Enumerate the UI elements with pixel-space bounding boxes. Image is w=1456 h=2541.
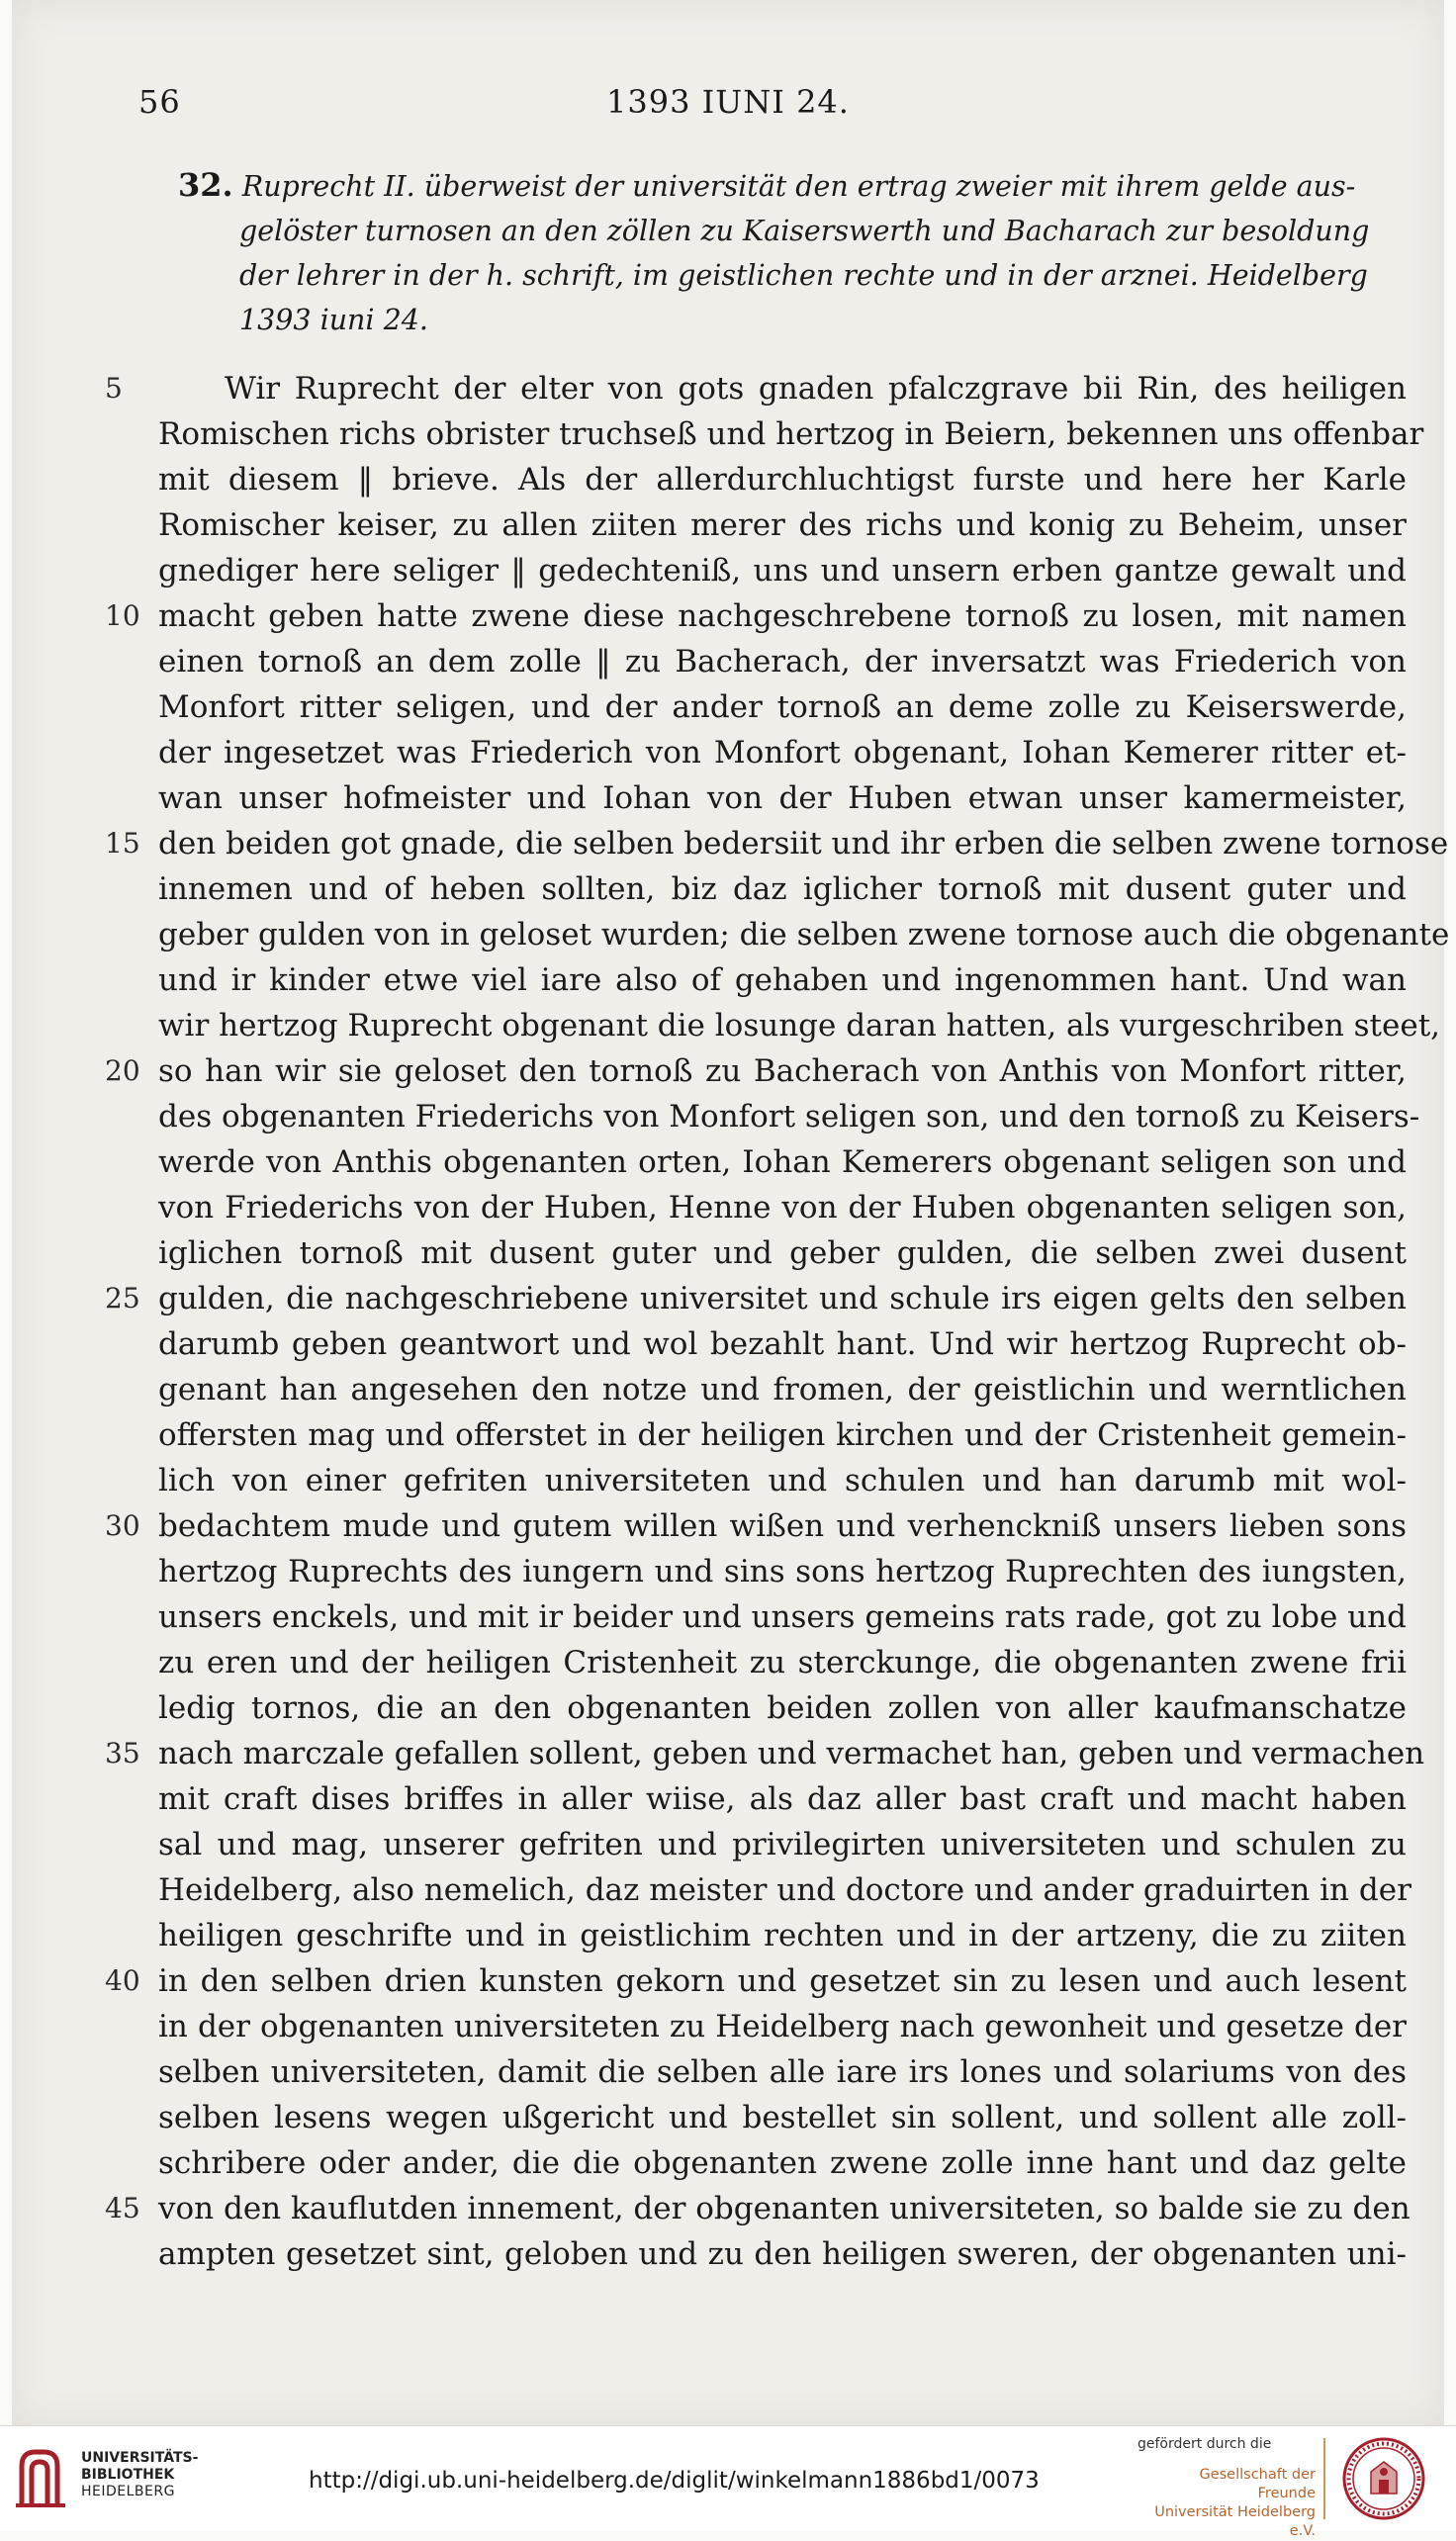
text-line: iglichen tornoß mit dusent guter und geber gulden, die selben zwei dusent	[158, 1235, 1407, 1271]
running-head-title: 1393 IUNI 24.	[606, 83, 850, 121]
line-number: 15	[105, 827, 140, 860]
sponsor-name-line: Universität Heidelberg e.V.	[1154, 2504, 1316, 2539]
text-line: innemen und of heben sollten, biz daz iglicher tornoß mit dusent guter und	[158, 871, 1407, 907]
text-line: geber gulden von in geloset wurden; die selben zwene tornose auch die obgenante	[158, 917, 1450, 953]
sponsor-note: gefördert durch die	[1138, 2436, 1272, 2452]
text-line: Romischer keiser, zu allen ziiten merer des richs und konig zu Beheim, unser	[158, 507, 1407, 543]
text-line: von Friederichs von der Huben, Henne von der Huben obgenanten seligen son,	[158, 1190, 1407, 1225]
library-logo-icon	[14, 2444, 73, 2513]
text-line: gnediger here seliger ‖ gedechteniß, uns und unsern erben gantze gewalt und	[158, 553, 1407, 589]
text-line: nach marczale gefallen sollent, geben und vermachet han, geben und vermachen	[158, 1736, 1425, 1771]
text-line: einen tornoß an dem zolle ‖ zu Bacherach, der inversatzt was Friederich von	[158, 644, 1407, 680]
text-line: lich von einer gefriten universiteten und schulen und han darumb mit wol-	[158, 1463, 1407, 1498]
text-line: sal und mag, unserer gefriten und privilegirten universiteten und schulen zu	[158, 1827, 1407, 1862]
text-line: des obgenanten Friederichs von Monfort seligen son, und den tornoß zu Keisers-	[158, 1099, 1420, 1134]
library-name-line: UNIVERSITÄTS-	[81, 2450, 199, 2466]
permalink-url[interactable]: http://digi.ub.uni-heidelberg.de/diglit/winkelmann1886bd1/0073	[309, 2468, 1040, 2494]
document-heading	[178, 163, 1405, 342]
text-line: gulden, die nachgeschriebene universitet und schule irs eigen gelts den selben	[158, 1281, 1407, 1316]
text-line: mit craft dises briffes in aller wiise, als daz aller bast craft und macht haben	[158, 1781, 1407, 1817]
text-line: unsers enckels, und mit ir beider und unsers gemeins rats rade, got zu lobe und	[158, 1599, 1407, 1635]
text-line: den beiden got gnade, die selben bedersiit und ihr erben die selben zwene tornose	[158, 826, 1449, 862]
scanned-page	[12, 0, 1450, 2425]
text-line: in der obgenanten universiteten zu Heidelberg nach gewonheit und gesetze der	[158, 2009, 1407, 2044]
text-line: mit diesem ‖ brieve. Als der allerdurchluchtigst furste und here her Karle	[158, 462, 1407, 498]
line-number: 45	[105, 2192, 140, 2224]
text-line: darumb geben geantwort und wol bezahlt hant. Und wir hertzog Ruprecht ob-	[158, 1326, 1407, 1362]
text-line: selben universiteten, damit die selben alle iare irs lones und solariums von des	[158, 2054, 1407, 2090]
text-line: zu eren und der heiligen Cristenheit zu sterckunge, die obgenanten zwene frii	[158, 1645, 1407, 1680]
text-line: ledig tornos, die an den obgenanten beiden zollen von aller kaufmanschatze	[158, 1690, 1407, 1726]
text-line: offersten mag und offerstet in der heiligen kirchen und der Cristenheit gemein-	[158, 1417, 1407, 1453]
library-name-line: HEIDELBERG	[81, 2484, 175, 2499]
text-line: macht geben hatte zwene diese nachgeschrebene tornoß zu losen, mit namen	[158, 598, 1407, 634]
heading-line-text: Ruprecht II. überweist der universität den ertrag zweier mit ihrem gelde aus-	[241, 170, 1356, 203]
text-line: werde von Anthis obgenanten orten, Iohan Kemerers obgenant seligen son und	[158, 1144, 1407, 1180]
text-line: hertzog Ruprechts des iungern und sins sons hertzog Ruprechten des iungsten,	[158, 1554, 1407, 1589]
page-number: 56	[138, 83, 181, 121]
heading-line: gelöster turnosen an den zöllen zu Kaiserswerth und Bacharach zur besoldung	[239, 215, 1370, 247]
text-line: bedachtem mude und gutem willen wißen und verhenckniß unsers lieben sons	[158, 1508, 1407, 1544]
text-line: wir hertzog Ruprecht obgenant die losunge daran hatten, als vurgeschriben steet,	[158, 1008, 1441, 1044]
text-line: schribere oder ander, die die obgenanten zwene zolle inne hant und daz gelte	[158, 2145, 1407, 2181]
text-line: der ingesetzet was Friederich von Monfort obgenant, Iohan Kemerer ritter et-	[158, 735, 1407, 771]
text-line: wan unser hofmeister und Iohan von der Huben etwan unser kamermeister,	[158, 780, 1407, 816]
line-number: 40	[105, 1964, 140, 1997]
text-line: ampten gesetzet sint, geloben und zu den heiligen sweren, der obgenanten uni-	[158, 2236, 1407, 2272]
document-number: 32.	[178, 166, 233, 204]
text-line: Wir Ruprecht der elter von gots gnaden pfalczgrave bii Rin, des heiligen	[225, 371, 1407, 407]
text-line: so han wir sie geloset den tornoß zu Bacherach von Anthis von Monfort ritter,	[158, 1053, 1407, 1089]
text-line: Romischen richs obrister truchseß und hertzog in Beiern, bekennen uns offenbar	[158, 416, 1424, 452]
text-line: von den kauflutden innement, der obgenanten universiteten, so balde sie zu den	[158, 2191, 1410, 2226]
line-number: 10	[105, 599, 140, 632]
digitization-footer	[0, 2425, 1456, 2539]
text-line: genant han angesehen den notze und fromen, der geistlichin und werntlichen	[158, 1372, 1407, 1407]
line-number: 35	[105, 1737, 140, 1770]
text-line: und ir kinder etwe viel iare also of gehaben und ingenommen hant. Und wan	[158, 962, 1407, 998]
text-line: Heidelberg, also nemelich, daz meister und doctore und ander graduirten in der	[158, 1872, 1411, 1908]
library-name	[81, 2450, 198, 2500]
heading-line	[178, 163, 1405, 209]
library-name-line: BIBLIOTHEK	[81, 2467, 175, 2483]
line-number: 25	[105, 1282, 140, 1315]
heading-line: 1393 iuni 24.	[239, 304, 428, 336]
line-number: 5	[105, 372, 123, 405]
line-number: 30	[105, 1509, 140, 1542]
footer-divider	[1323, 2438, 1325, 2519]
text-line: Monfort ritter seligen, und der ander tornoß an deme zolle zu Keiserswerde,	[158, 689, 1407, 725]
text-line: in den selben drien kunsten gekorn und gesetzet sin zu lesen und auch lesent	[158, 1963, 1407, 1999]
heading-line: der lehrer in der h. schrift, im geistlichen rechte und in der arznei. Heidelberg	[239, 259, 1368, 292]
line-number: 20	[105, 1054, 140, 1087]
sponsor-name-line: Gesellschaft der Freunde	[1199, 2467, 1316, 2501]
text-line: selben lesens wegen ußgericht und bestellet sin sollent, und sollent alle zoll-	[158, 2100, 1407, 2135]
university-seal-icon	[1341, 2436, 1426, 2521]
text-line: heiligen geschrifte und in geistlichim rechten und in der artzeny, die zu ziiten	[158, 1918, 1407, 1953]
